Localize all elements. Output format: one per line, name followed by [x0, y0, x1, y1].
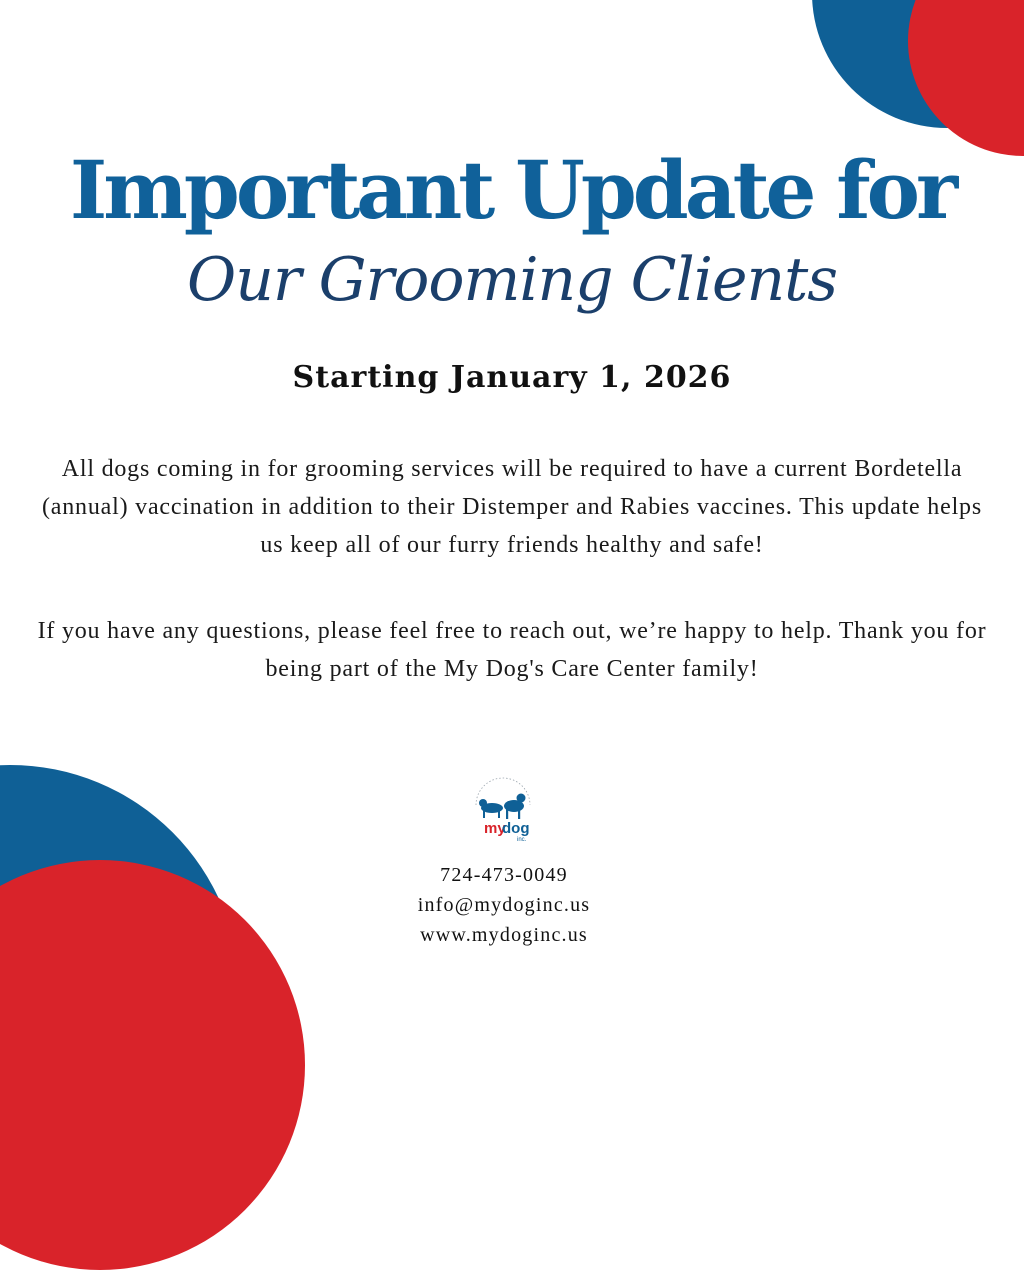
mydog-logo — [462, 775, 544, 845]
contact-block — [0, 860, 1008, 950]
effective-date: Starting January 1, 2026 — [292, 360, 732, 395]
dog-silhouette-icon — [479, 794, 526, 820]
logo-dog: dog — [502, 820, 530, 837]
headline-secondary: Our Grooming Clients — [187, 245, 837, 315]
headline-primary: Important Update for — [69, 143, 955, 237]
logo-inc: inc. — [517, 837, 527, 843]
logo-my: my — [484, 820, 506, 837]
thank-you-paragraph: If you have any questions, please feel free to reach out, we’re happy to help. Thank you for being part of the My Dog's Care Center family! — [37, 618, 987, 682]
email-address: info@mydoginc.us — [417, 894, 591, 916]
corner-circle-red-top — [908, 0, 1024, 156]
phone-number: 724-473-0049 — [440, 864, 568, 886]
policy-paragraph: All dogs coming in for grooming services will be required to have a current Bordetella (annual) vaccination in addition to their Distemper and Rabies vaccines. This update helps us keep all of our furry friends healthy and safe! — [42, 456, 982, 558]
website-url: www.mydoginc.us — [420, 924, 588, 946]
